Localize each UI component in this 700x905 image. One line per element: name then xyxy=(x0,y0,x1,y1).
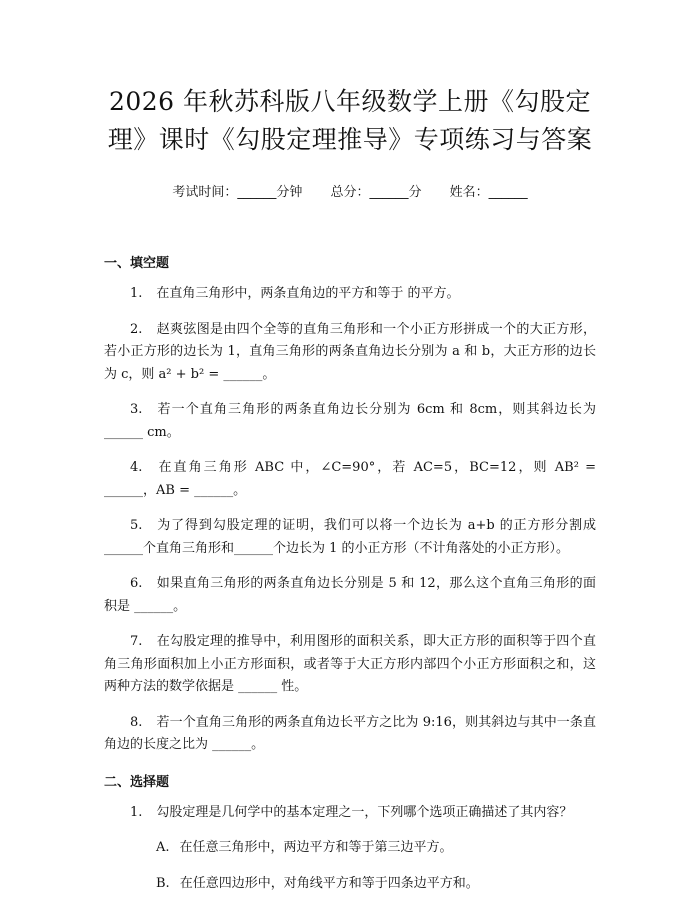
choice-questions xyxy=(104,802,596,896)
question-7: 7. 在勾股定理的推导中，利用图形的面积关系，即大正方形的面积等于四个直角三角形面积加上小正方形面积，或者等于大正方形内部四个小正方形面积之和，这两种方法的数学依据是 ______ 性。 xyxy=(104,634,596,694)
title-line-1: 2026 年秋苏科版八年级数学上册《勾股定 xyxy=(108,87,592,116)
question-2: 2. 赵爽弦图是由四个全等的直角三角形和一个小正方形拼成一个的大正方形，若小正方形的边长为 1，直角三角形的两条直角边长分别为 a 和 b，大正方形的边长为 c，则 a² + b² = ______。 xyxy=(104,321,596,382)
question-5: 5. 为了得到勾股定理的证明，我们可以将一个边长为 a+b 的正方形分割成______个直角三角形和______个边长为 1 的小正方形（不计角落处的小正方形）。 xyxy=(104,518,596,556)
total-score: 总分：______分 xyxy=(330,185,422,200)
option-a: A. 在任意三角形中，两边平方和等于第三边平方。 xyxy=(156,840,453,855)
option-b: B. 在任意四边形中，对角线平方和等于四条边平方和。 xyxy=(156,875,479,891)
question-4: 4. 在直角三角形 ABC 中，∠C=90°，若 AC=5，BC=12，则 AB² = ______，AB = ______。 xyxy=(104,460,596,498)
question-6: 6. 如果直角三角形的两条直角边长分别是 5 和 12，那么这个直角三角形的面积是 ______。 xyxy=(104,576,596,614)
question-3: 3. 若一个直角三角形的两条直角边长分别为 6cm 和 8cm，则其斜边长为 ______ cm。 xyxy=(104,402,596,440)
choice-question-1: 1. 勾股定理是几何学中的基本定理之一，下列哪个选项正确描述了其内容？ xyxy=(130,804,573,820)
title-line-2: 理》课时《勾股定理推导》专项练习与答案 xyxy=(107,125,593,154)
question-1: 1. 在直角三角形中，两条直角边的平方和等于 的平方。 xyxy=(130,286,460,301)
exam-info xyxy=(104,183,596,203)
document-title xyxy=(104,0,596,159)
section-choice-title: 二、选择题 xyxy=(104,774,170,790)
student-name: 姓名：______ xyxy=(449,185,528,200)
exam-time: 考试时间：______分钟 xyxy=(172,185,303,200)
section-fill-blank-title: 一、填空题 xyxy=(104,256,170,271)
fill-blank-questions xyxy=(104,283,596,757)
question-8: 8. 若一个直角三角形的两条直角边长平方之比为 9:16，则其斜边与其中一条直角边的长度之比为 ______。 xyxy=(104,714,596,752)
